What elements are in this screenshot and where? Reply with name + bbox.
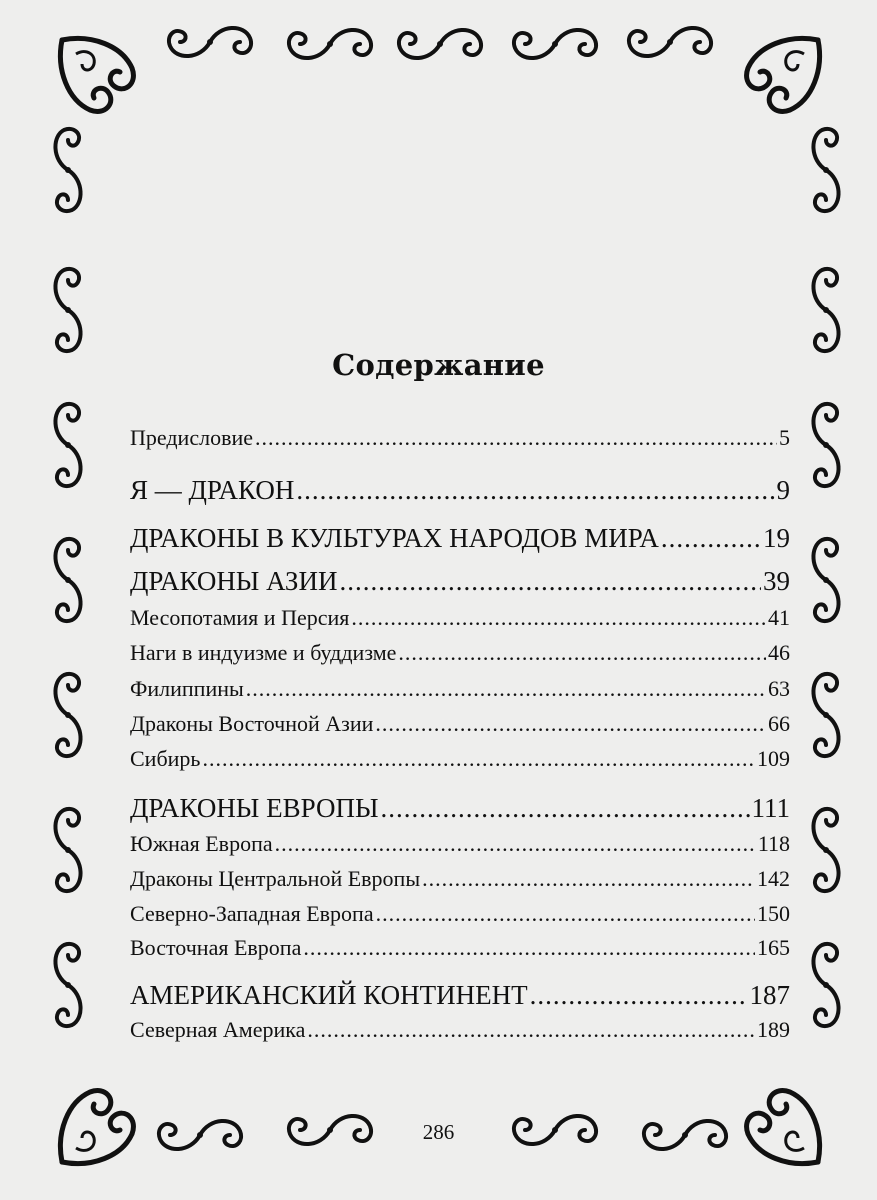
toc-entry-title: АМЕРИКАНСКИЙ КОНТИНЕНТ — [130, 980, 528, 1010]
left-border-ornament — [55, 129, 80, 1026]
toc-entry — [130, 566, 790, 597]
leader-dots — [398, 640, 766, 666]
toc-entry — [130, 676, 790, 702]
toc-entry-page: 19 — [763, 523, 790, 553]
corner-top-right-ornament — [747, 38, 820, 111]
leader-dots — [246, 676, 766, 702]
page-title: Содержание — [332, 348, 545, 382]
toc-entry-title: Драконы Центральной Европы — [130, 866, 421, 891]
toc-entry — [130, 1017, 790, 1043]
toc-entry — [130, 901, 790, 927]
leader-dots — [422, 866, 755, 892]
toc-entry — [130, 605, 790, 631]
toc-entry-page: 39 — [763, 566, 790, 596]
toc-entry-title: Наги в индуизме и буддизме — [130, 640, 397, 665]
toc-entry-title: Северно-Западная Европа — [130, 901, 374, 926]
top-border-ornament — [169, 28, 711, 58]
toc-entry-page: 46 — [768, 640, 790, 665]
leader-dots — [303, 935, 755, 961]
toc-entry-title: ДРАКОНЫ В КУЛЬТУРАХ НАРОДОВ МИРА — [130, 523, 659, 553]
toc-entry-page: 109 — [757, 746, 790, 771]
toc-entry-page: 187 — [749, 980, 790, 1010]
toc-entry-page: 9 — [776, 475, 790, 505]
toc-entry-title: Предисловие — [130, 425, 253, 450]
toc-entry-title: ДРАКОНЫ АЗИИ — [130, 566, 338, 596]
toc-entry — [130, 746, 790, 772]
toc-entry-title: Южная Европа — [130, 831, 273, 856]
toc-entry-page: 63 — [768, 676, 790, 701]
corner-top-left-ornament — [60, 38, 133, 111]
leader-dots — [275, 831, 756, 857]
leader-dots — [381, 793, 750, 824]
toc-entry — [130, 425, 790, 451]
toc-entry — [130, 793, 790, 824]
toc-entry-page: 41 — [768, 605, 790, 630]
leader-dots — [351, 605, 766, 631]
toc-entry-page: 165 — [757, 935, 790, 960]
leader-dots — [661, 523, 761, 554]
toc-entry — [130, 640, 790, 666]
page-number: 286 — [422, 1120, 455, 1144]
toc-entry — [130, 831, 790, 857]
toc-entry-page: 118 — [757, 831, 790, 856]
leader-dots — [307, 1017, 755, 1043]
right-border-ornament — [813, 129, 838, 1026]
toc-entry-title: Восточная Европа — [130, 935, 302, 960]
toc-entry-title: Месопотамия и Персия — [130, 605, 350, 630]
toc-entry-title: Драконы Восточной Азии — [130, 711, 374, 736]
leader-dots — [255, 425, 777, 451]
toc-entry-title: Филиппины — [130, 676, 244, 701]
toc-entry — [130, 523, 790, 554]
toc-entry — [130, 866, 790, 892]
toc-entry-page: 5 — [779, 425, 790, 450]
leader-dots — [202, 746, 755, 772]
leader-dots — [375, 711, 766, 737]
toc-entry — [130, 711, 790, 737]
toc-entry — [130, 980, 790, 1011]
toc-entry-title: Сибирь — [130, 746, 201, 771]
toc-entry — [130, 935, 790, 961]
toc-entry-page: 111 — [751, 793, 790, 823]
leader-dots — [530, 980, 748, 1011]
toc-entry-title: Северная Америка — [130, 1017, 306, 1042]
toc-entry-page: 150 — [757, 901, 790, 926]
toc-entry-page: 66 — [768, 711, 790, 736]
leader-dots — [339, 566, 761, 597]
leader-dots — [376, 901, 755, 927]
toc-entry-page: 142 — [757, 866, 790, 891]
toc-entry-page: 189 — [757, 1017, 790, 1042]
toc-entry-title: Я — ДРАКОН — [130, 475, 295, 505]
leader-dots — [296, 475, 774, 506]
toc-entry — [130, 475, 790, 506]
toc-entry-title: ДРАКОНЫ ЕВРОПЫ — [130, 793, 379, 823]
